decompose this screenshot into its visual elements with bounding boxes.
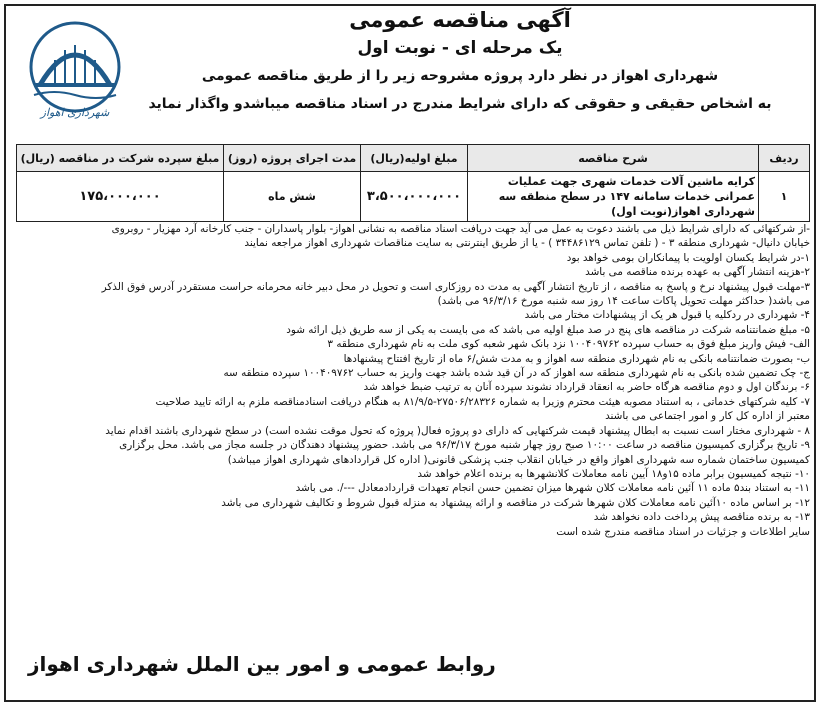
terms-line: ۸ - شهرداری مختار است نسبت به ابطال پیشنهاد قیمت شرکتهایی که دارای دو پروژه فعال( پروژه که تحول موقت نشده است) در سطح شهرداری باشند اقدام نماید: [105, 424, 810, 437]
col-header-initial-price: مبلغ اولیه(ریال): [361, 145, 468, 172]
terms-line: ۱۲- بر اساس ماده ۱۰آئین نامه معاملات کلان شهرها شرکت در مناقصه و ارائه پیشنهاد به منزله قبول شروط و تکالیف شهرداری می باشد: [221, 496, 810, 509]
table-header-row: [17, 145, 810, 172]
tender-table: [16, 144, 810, 222]
ad-title: آگهی مناقصه عمومی: [349, 8, 571, 32]
terms-line: ۱۳- به برنده مناقصه پیش پرداخت داده نخواهد شد: [593, 511, 810, 524]
terms-line: -از شرکتهائی که دارای شرایط ذیل می باشند دعوت به عمل می آید جهت دریافت اسناد مناقصه به نشانی اهواز- بلوار پاسداران - جنب کارخانه آرد مهزیار - روبروی: [111, 223, 810, 235]
terms-body: [18, 222, 810, 539]
terms-line: الف- فیش واریز مبلغ فوق به حساب سپرده ۱۰۰۴۰۹۷۶۲ نزد بانک شهر شعبه کوی ملت به نام شهرداری منطقه ۳: [327, 338, 810, 351]
cell-row-number: ۱: [759, 172, 810, 222]
col-header-duration: مدت اجرای پروژه (روز): [224, 145, 361, 172]
cell-initial-price: ۳،۵۰۰،۰۰۰،۰۰۰: [361, 172, 468, 222]
col-header-description: شرح مناقصه: [468, 145, 759, 172]
terms-line: ۶- برندگان اول و دوم مناقصه هرگاه حاضر به انعقاد قرارداد نشوند سپرده آنان به ترتیب ضبط خواهد شد: [363, 381, 810, 394]
col-header-deposit: مبلغ سپرده شرکت در مناقصه (ریال): [17, 145, 224, 172]
terms-line: سایر اطلاعات و جزئیات در اسناد مناقصه مندرج شده است: [556, 525, 810, 538]
terms-line: ۴- شهرداری در ردکلیه یا قبول هر یک از پیشنهادات مختار می باشد: [524, 309, 810, 322]
intro-line-1: شهرداری اهواز در نظر دارد پروژه مشروحه زیر را از طریق مناقصه عمومی: [201, 68, 719, 84]
terms-line: می باشد( حداکثر مهلت تحویل پاکات ساعت ۱۴ روز سه شنبه مورخ ۹۶/۳/۱۶ می باشد): [437, 295, 810, 308]
terms-line: ۱۱- به استناد بند۵ ماده ۱۱ آئین نامه معاملات کلان شهرها میزان تضمین حسن انجام تعهدات قراردادمعادل ---/. می باشد: [295, 482, 810, 495]
terms-line: ۳-مهلت قبول پیشنهاد نرخ و پاسخ به مناقصه ، از تاریخ انتشار آگهی به مدت ده روزکاری است و تحویل در محل دبیر خانه محرمانه حراست مستقردر آدرس فوق الذکر: [101, 280, 810, 293]
cell-duration: شش ماه: [224, 172, 361, 222]
terms-line: خیابان دانیال- شهرداری منطقه ۳ - ( تلفن تماس ۳۴۴۸۶۱۲۹ ) - یا از طریق اینترنتی به سایت مناقصات شهرداری اهواز مراجعه نمایند: [244, 237, 810, 250]
table-row: [17, 172, 810, 222]
terms-line: کمیسیون ساختمان شماره سه شهرداری اهواز واقع در خیابان انقلاب جنب پزشکی قانونی( اداره کل قراردادهای شهرداری اهواز میباشد): [227, 453, 810, 466]
terms-line: ۱-در شرایط یکسان اولویت با پیمانکاران بومی خواهد بود: [566, 251, 810, 264]
ad-subtitle: یک مرحله ای - نوبت اول: [357, 38, 563, 58]
col-header-row-number: ردیف: [759, 145, 810, 172]
terms-line: ۷- کلیه شرکتهای خدماتی ، به استناد مصوبه هیئت محترم وزیرا به شماره ۲۷۵۰۶/۲۸۳۲۶-۸۱/۹/۵ به هنگام دریافت اسنادمناقصه ملزم به ارائه تایید صلاحیت: [155, 395, 810, 408]
footer-signature: روابط عمومی و امور بین الملل شهرداری اهواز: [28, 652, 496, 676]
terms-line: ۲-هزینه انتشار آگهی به عهده برنده مناقصه می باشد: [585, 266, 810, 279]
terms-line: ۵- مبلغ ضمانتنامه شرکت در مناقصه های پنج در صد مبلغ اولیه می باشد که می بایست به یکی از سه طریق ذیل ارائه شود: [286, 323, 810, 336]
terms-line: ب- بصورت ضمانتنامه بانکی به نام شهرداری منطقه سه اهواز و به مدت شش/۶ ماه از تاریخ افتتاح پیشنهادها: [343, 352, 810, 365]
cell-deposit: ۱۷۵،۰۰۰،۰۰۰: [17, 172, 224, 222]
terms-line: ۹- تاریخ برگزاری کمیسیون مناقصه در ساعت ۱۰:۰۰ صبح روز چهار شنبه مورخ ۹۶/۳/۱۷ می باشد. حضور پیشنهاد دهندگان در جلسه مجاز می باشد. محل برگزاری: [119, 439, 810, 452]
terms-line: ج- چک تضمین شده بانکی به نام شهرداری منطقه سه اهواز که در آن قید شده باشد جهت واریز به حساب ۱۰۰۴۰۹۷۶۲ سپرده منطقه سه: [223, 367, 810, 380]
terms-line: ۱۰- نتیجه کمیسیون برابر ماده ۱۵و۱۸ آیین نامه معاملات کلانشهرها به برنده اعلام خواهد شد: [417, 467, 810, 480]
cell-description: کرایه ماشین آلات خدمات شهری جهت عملیات عمرانی خدمات سامانه ۱۴۷ در سطح منطقه سه شهرداری اهواز(نوبت اول): [468, 172, 759, 222]
terms-line: معتبر از اداره کل کار و امور اجتماعی می باشند: [605, 410, 810, 423]
logo-caption: شهرداری اهواز: [40, 106, 110, 119]
intro-line-2: به اشخاص حقیقی و حقوقی که دارای شرایط مندرج در اسناد مناقصه میباشدو واگذار نماید: [148, 96, 772, 112]
